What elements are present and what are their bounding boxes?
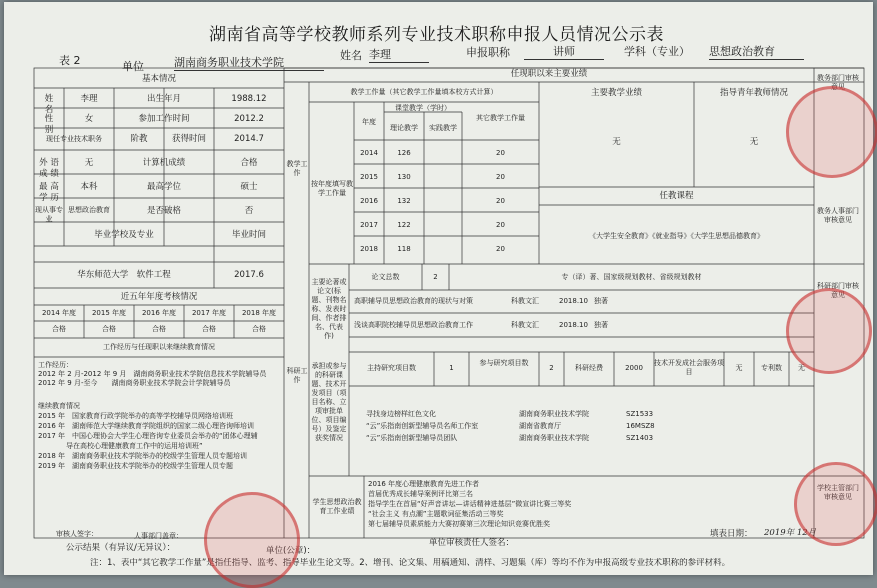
apply-value: 讲师 (524, 43, 604, 60)
result-label: 公示结果（有异议/无异议）： (66, 543, 176, 553)
teach-other: 20 (496, 197, 505, 205)
papers-count-value: 2 (433, 273, 438, 281)
teach-hours: 118 (397, 245, 411, 253)
assess-result: 合格 (102, 325, 116, 333)
label-sex: 性 别 (44, 114, 71, 135)
value-obtain: 2014.7 (234, 134, 264, 144)
join-label: 参与研究项目数 (479, 359, 529, 367)
projects-label: 承担或参与的科研课题、技术开发项目（项目名称、立项审批单位、项目编号）及鉴定获奖情况 (311, 362, 347, 442)
course-head: 任教课程 (659, 191, 694, 201)
student-line: 指导学生在首届“好声音讲坛—讲话精神进基层”微宣讲比赛三等奖 (368, 500, 572, 508)
subject-value: 思想政治教育 (709, 43, 804, 60)
experience-section-title: 工作经历与任现职以来继续教育情况 (103, 343, 215, 351)
label-obtain: 获得时间 (171, 134, 206, 144)
annual-label: 按年度填写教学工作量 (311, 180, 353, 197)
value-name: 李理 (80, 94, 98, 104)
name-value: 李理 (369, 46, 429, 63)
reviewer-label: 审核人签字： (56, 530, 98, 538)
theory-label: 理论教学 (390, 124, 418, 132)
unit-review-label: 单位审核责任人签名： (429, 538, 515, 548)
label-work: 参加工作时间 (138, 114, 190, 124)
teach-other: 20 (496, 221, 505, 229)
label-edu: 最 高 学 历 (39, 182, 59, 203)
review2-label: 教务人事部门审核意见 (817, 207, 859, 224)
apply-label: 申报职称 (466, 46, 510, 59)
student-label: 学生思想政治教育工作业绩 (312, 498, 362, 515)
patent-value: 无 (798, 364, 805, 372)
unit-stamp-label: 单位(公章)： (266, 546, 316, 556)
practice-label: 实践教学 (429, 124, 457, 132)
papers-label: 主要论著或论文(标题、刊物名称、发表时间、作者排名、代表作) (311, 278, 347, 340)
page-title: 湖南省高等学校教师系列专业技术职称申报人员情况公示表 (209, 25, 664, 45)
value-lang: 无 (84, 158, 94, 168)
paper-role: 独著 (594, 297, 608, 305)
paper-date: 2018.10 (559, 297, 588, 305)
footnote: 注：1、表中“其它教学工作量”是指任指导、监考、指导毕业生论文等。2、增刊、论文集、用稿通知、清样、习题集（库）等均不作为申报高级专业技术职称的参评材料。 (90, 558, 731, 568)
assess-result: 合格 (152, 325, 166, 333)
seal-stamp (786, 288, 872, 374)
teach-year: 2017 (360, 221, 378, 229)
teach-year: 2015 (360, 173, 378, 181)
assess-section-title: 近五年年度考核情况 (120, 292, 198, 302)
course-label: 课堂教学（学时） (395, 104, 451, 112)
edu-head: 继续教育情况 (38, 402, 80, 410)
label-degree: 最高学位 (146, 182, 181, 192)
assess-year: 2016 年度 (141, 309, 177, 317)
label-transfer: 是否破格 (146, 206, 181, 216)
label-computer: 计算机成绩 (142, 158, 186, 168)
teach-hours: 122 (397, 221, 411, 229)
value-major: 思想政治教育 (68, 206, 110, 214)
papers-count-label: 论文总数 (371, 273, 400, 281)
teach-year: 2016 (360, 197, 378, 205)
main-teach-head: 主要教学业绩 (590, 88, 642, 98)
edu-line: 2015 年 国家教育行政学院举办的高等学校辅导员网络培训班 (38, 412, 234, 420)
value-work: 2012.2 (234, 114, 264, 124)
year-label: 年度 (362, 118, 376, 126)
project-title: “云”乐指南创新型辅导员团队 (366, 434, 458, 442)
label-current-title: 现任专业技术职务 (46, 135, 102, 143)
subject-label: 学科（专业） (624, 45, 690, 58)
assess-year: 2015 年度 (91, 309, 127, 317)
host-value: 1 (449, 364, 454, 372)
fund-label: 科研经费 (575, 364, 603, 372)
paper-journal: 科教文汇 (511, 297, 539, 305)
seal-stamp (204, 492, 300, 588)
teach-year: 2014 (360, 149, 378, 157)
edu-line: 2019 年 湖南商务职业技术学院举办的校级学生管理人员专题 (38, 462, 234, 470)
label-major: 现从事专业 (35, 206, 63, 223)
teach-year: 2018 (360, 245, 378, 253)
student-line: 首届优秀成长辅导案例评比第三名 (368, 490, 473, 498)
fill-date-label: 填表日期： (710, 529, 753, 539)
value-transfer: 否 (244, 206, 254, 216)
teach-other: 20 (496, 149, 505, 157)
seal-stamp (794, 462, 877, 546)
label-grad-time: 毕业时间 (231, 230, 266, 240)
host-label: 主持研究项目数 (367, 364, 416, 372)
fund-value: 2000 (625, 364, 643, 372)
basic-section-title: 基本情况 (141, 74, 176, 84)
project-title: 寻找身边榜样红色文化 (366, 410, 436, 418)
table-number: 表 2 (59, 54, 81, 67)
assess-result: 合格 (202, 325, 216, 333)
value-birth: 1988.12 (231, 94, 267, 104)
student-review-label: 学校主管部门审核意见 (817, 484, 859, 501)
assess-year: 2014 年度 (41, 309, 77, 317)
student-line: 2016 年度心理健康教育先进工作者 (368, 480, 480, 488)
fill-date-value: 2019年 12月 (764, 528, 817, 538)
project-number: SZ1403 (626, 434, 654, 442)
unit-label: 单位 (122, 60, 144, 73)
review-label: 教务部门审核意见 (817, 74, 859, 91)
value-school: 华东师范大学 软件工程 (77, 270, 171, 280)
label-lang: 外 语 成 绩 (39, 158, 59, 179)
document-sheet (4, 2, 873, 575)
project-number: 16MSZ8 (626, 422, 655, 430)
seal-stamp (786, 86, 877, 178)
edu-line: 2017 年 中国心理协会大学生心理咨询专业委员会举办的“团体心理辅 (38, 432, 258, 440)
join-value: 2 (549, 364, 554, 372)
guide-head: 指导青年教师情况 (719, 88, 788, 98)
work-head: 工作经历： (38, 361, 73, 369)
edu-line: 导在高校心理健康教育工作中的运用培训班” (38, 442, 203, 450)
label-school: 毕业学校及专业 (94, 230, 154, 240)
project-unit: 湖南省教育厅 (519, 422, 561, 430)
label-name: 姓 名 (44, 94, 71, 115)
student-line: 第七届辅导员素质能力大赛初赛第三次理论知识竞赛优胜奖 (368, 520, 550, 528)
paper-date: 2018.10 (559, 321, 588, 329)
name-label: 姓名 (340, 49, 362, 62)
teach-hours: 130 (397, 173, 411, 181)
label-level: 阶教 (130, 134, 148, 144)
edu-line: 2016 年 湖南师范大学继续教育学院组织的国家二级心理咨询师培训 (38, 422, 255, 430)
hr-label: 人事部门盖章： (134, 532, 183, 540)
main-teach-value: 无 (612, 137, 621, 147)
project-title: “云”乐指南创新型辅导员名师工作室 (366, 422, 479, 430)
paper-role: 独著 (594, 321, 608, 329)
guide-value: 无 (749, 137, 759, 147)
student-line: “社会主义 有点潮”主题歌词征集活动三等奖 (368, 510, 504, 518)
teach-group-label: 教学工作 (286, 160, 308, 177)
paper-title: 高职辅导员思想政治教育的现状与对策 (354, 297, 473, 305)
unit-value: 湖南商务职业技术学院 (174, 54, 324, 71)
value-computer: 合格 (240, 158, 258, 168)
value-edu: 本科 (80, 182, 98, 192)
patent-label: 专利数 (761, 364, 782, 372)
teaching-head: 教学工作量（其它教学工作量填本校方式计算） (350, 88, 498, 96)
paper-journal: 科教文汇 (511, 321, 539, 329)
project-unit: 湖南商务职业技术学院 (519, 410, 589, 418)
project-unit: 湖南商务职业技术学院 (519, 434, 589, 442)
value-grad-time: 2017.6 (234, 270, 264, 280)
project-number: SZ1533 (626, 410, 654, 418)
edu-line: 2018 年 湖南商务职业技术学院举办的校级学生管理人员专题培训 (38, 452, 248, 460)
tech-value: 无 (735, 364, 743, 372)
teach-hours: 132 (397, 197, 411, 205)
research-review-label: 科研部门审核意见 (817, 282, 859, 299)
work-line: 2012 年 2 月-2012 年 9 月 湖南商务职业技术学院信息技术学院辅导员 (38, 370, 267, 378)
assess-result: 合格 (252, 325, 266, 333)
right-section-title: 任现职以来主要业绩 (510, 69, 588, 79)
tech-label: 技术开发成社会服务项目 (654, 359, 724, 376)
other-label: 其它教学工作量 (476, 114, 525, 122)
teach-hours: 126 (397, 149, 411, 157)
value-degree: 硕士 (240, 182, 258, 192)
teach-other: 20 (496, 173, 505, 181)
teach-other: 20 (496, 245, 505, 253)
books-label: 专（译）著、国家级规划教材、省级规划教材 (561, 273, 702, 281)
paper-title: 浅谈高职院校辅导员思想政治教育工作 (354, 321, 473, 329)
assess-year: 2017 年度 (191, 309, 227, 317)
value-sex: 女 (84, 114, 94, 124)
research-group-label: 科研工作 (286, 367, 308, 384)
work-line: 2012 年 9 月-至今 湖南商务职业技术学院会计学院辅导员 (38, 379, 231, 387)
assess-result: 合格 (52, 325, 66, 333)
label-birth: 出生年月 (146, 94, 181, 104)
courses-value: 《大学生安全教育》《就业指导》《大学生思想品德教育》 (589, 232, 764, 240)
assess-year: 2018 年度 (241, 309, 277, 317)
